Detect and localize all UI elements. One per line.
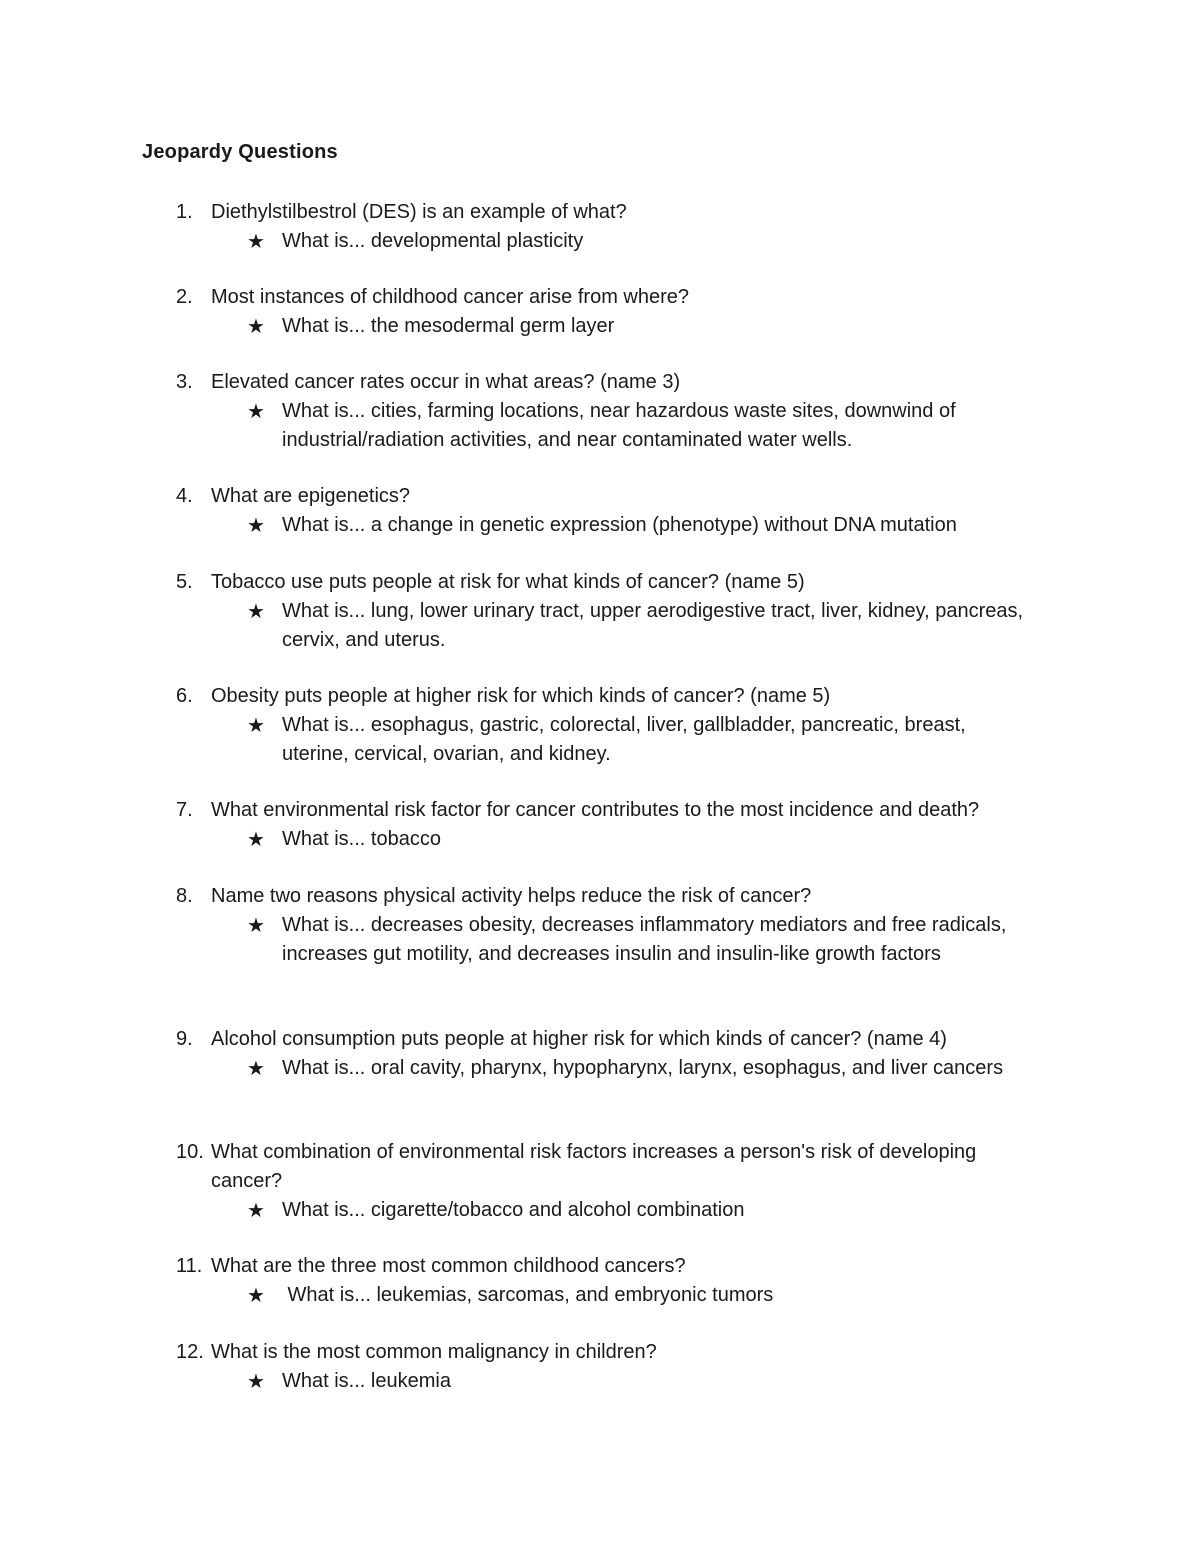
star-icon: ★ — [247, 913, 265, 937]
answer-text: What is... oral cavity, pharynx, hypopharynx, larynx, esophagus, and liver cancers — [282, 1057, 1004, 1079]
question-text: What combination of environmental risk factors increases a person's risk of developing cancer? — [211, 1141, 977, 1192]
answer-text: What is... leukemia — [282, 1370, 451, 1392]
answer-text: What is... the mesodermal germ layer — [282, 315, 615, 337]
question-text: Tobacco use puts people at risk for what kinds of cancer? (name 5) — [211, 571, 805, 593]
list-item — [0, 283, 1200, 341]
star-icon: ★ — [247, 513, 265, 537]
question-text: Diethylstilbestrol (DES) is an example of what? — [211, 201, 627, 223]
answer-bullet — [0, 511, 1200, 540]
question-number: 2. — [176, 286, 193, 308]
question-number: 3. — [176, 371, 193, 393]
list-item — [0, 368, 1200, 455]
star-icon: ★ — [247, 399, 265, 423]
list-item — [0, 882, 1200, 969]
question-number: 4. — [176, 485, 193, 507]
answer-bullet — [0, 1054, 1200, 1083]
question-text: Most instances of childhood cancer arise from where? — [211, 286, 690, 308]
star-icon: ★ — [247, 713, 265, 737]
question-text: Elevated cancer rates occur in what areas? (name 3) — [211, 371, 681, 393]
question-text: What are the three most common childhood cancers? — [211, 1255, 686, 1277]
answer-bullet — [0, 825, 1200, 854]
answer-bullet — [0, 911, 1200, 969]
question-number: 6. — [176, 685, 193, 707]
list-item — [0, 1252, 1200, 1310]
question-number: 9. — [176, 1028, 193, 1050]
question-text: What are epigenetics? — [211, 485, 411, 507]
answer-bullet — [0, 397, 1200, 455]
answer-text: What is... cigarette/tobacco and alcohol combination — [282, 1199, 745, 1221]
star-icon: ★ — [247, 1283, 265, 1307]
star-icon: ★ — [247, 229, 265, 253]
list-item — [0, 1025, 1200, 1083]
answer-bullet — [0, 711, 1200, 769]
answer-text: What is... developmental plasticity — [282, 230, 584, 252]
star-icon: ★ — [247, 1056, 265, 1080]
star-icon: ★ — [247, 1369, 265, 1393]
question-number: 12. — [176, 1341, 204, 1363]
question-number: 10. — [176, 1141, 204, 1163]
list-item — [0, 482, 1200, 540]
list-item — [0, 682, 1200, 769]
answer-text: What is... tobacco — [282, 828, 441, 850]
star-icon: ★ — [247, 1198, 265, 1222]
answer-text: What is... a change in genetic expression (phenotype) without DNA mutation — [282, 514, 957, 536]
question-text: Name two reasons physical activity helps reduce the risk of cancer? — [211, 885, 812, 907]
list-item — [0, 1138, 1200, 1225]
list-item — [0, 1338, 1200, 1396]
question-number: 5. — [176, 571, 193, 593]
star-icon: ★ — [247, 827, 265, 851]
answer-text: What is... esophagus, gastric, colorectal, liver, gallbladder, pancreatic, breast, uterine, cervical, ovarian, and kidney. — [282, 714, 966, 765]
answer-bullet — [0, 1281, 1200, 1310]
question-text: What is the most common malignancy in children? — [211, 1341, 657, 1363]
answer-bullet — [0, 1367, 1200, 1396]
list-item — [0, 198, 1200, 256]
answer-bullet — [0, 597, 1200, 655]
question-number: 1. — [176, 201, 193, 223]
star-icon: ★ — [247, 599, 265, 623]
question-text: What environmental risk factor for cancer contributes to the most incidence and death? — [211, 799, 980, 821]
question-text: Alcohol consumption puts people at higher risk for which kinds of cancer? (name 4) — [211, 1028, 947, 1050]
answer-bullet — [0, 312, 1200, 341]
answer-bullet — [0, 1196, 1200, 1225]
list-item — [0, 796, 1200, 854]
answer-text: What is... decreases obesity, decreases inflammatory mediators and free radicals, increases gut motility, and decreases insulin and insulin-like growth factors — [282, 914, 1007, 965]
question-number: 7. — [176, 799, 193, 821]
question-text: Obesity puts people at higher risk for which kinds of cancer? (name 5) — [211, 685, 831, 707]
answer-text: What is... cities, farming locations, near hazardous waste sites, downwind of industrial/radiation activities, and near contaminated water wells. — [282, 400, 956, 451]
answer-bullet — [0, 227, 1200, 256]
document-title: Jeopardy Questions — [142, 141, 338, 163]
answer-text: What is... lung, lower urinary tract, upper aerodigestive tract, liver, kidney, pancreas, cervix, and uterus. — [282, 600, 1024, 651]
star-icon: ★ — [247, 314, 265, 338]
answer-text: What is... leukemias, sarcomas, and embryonic tumors — [282, 1284, 774, 1306]
list-item — [0, 568, 1200, 655]
question-number: 8. — [176, 885, 193, 907]
question-number: 11. — [176, 1255, 203, 1277]
